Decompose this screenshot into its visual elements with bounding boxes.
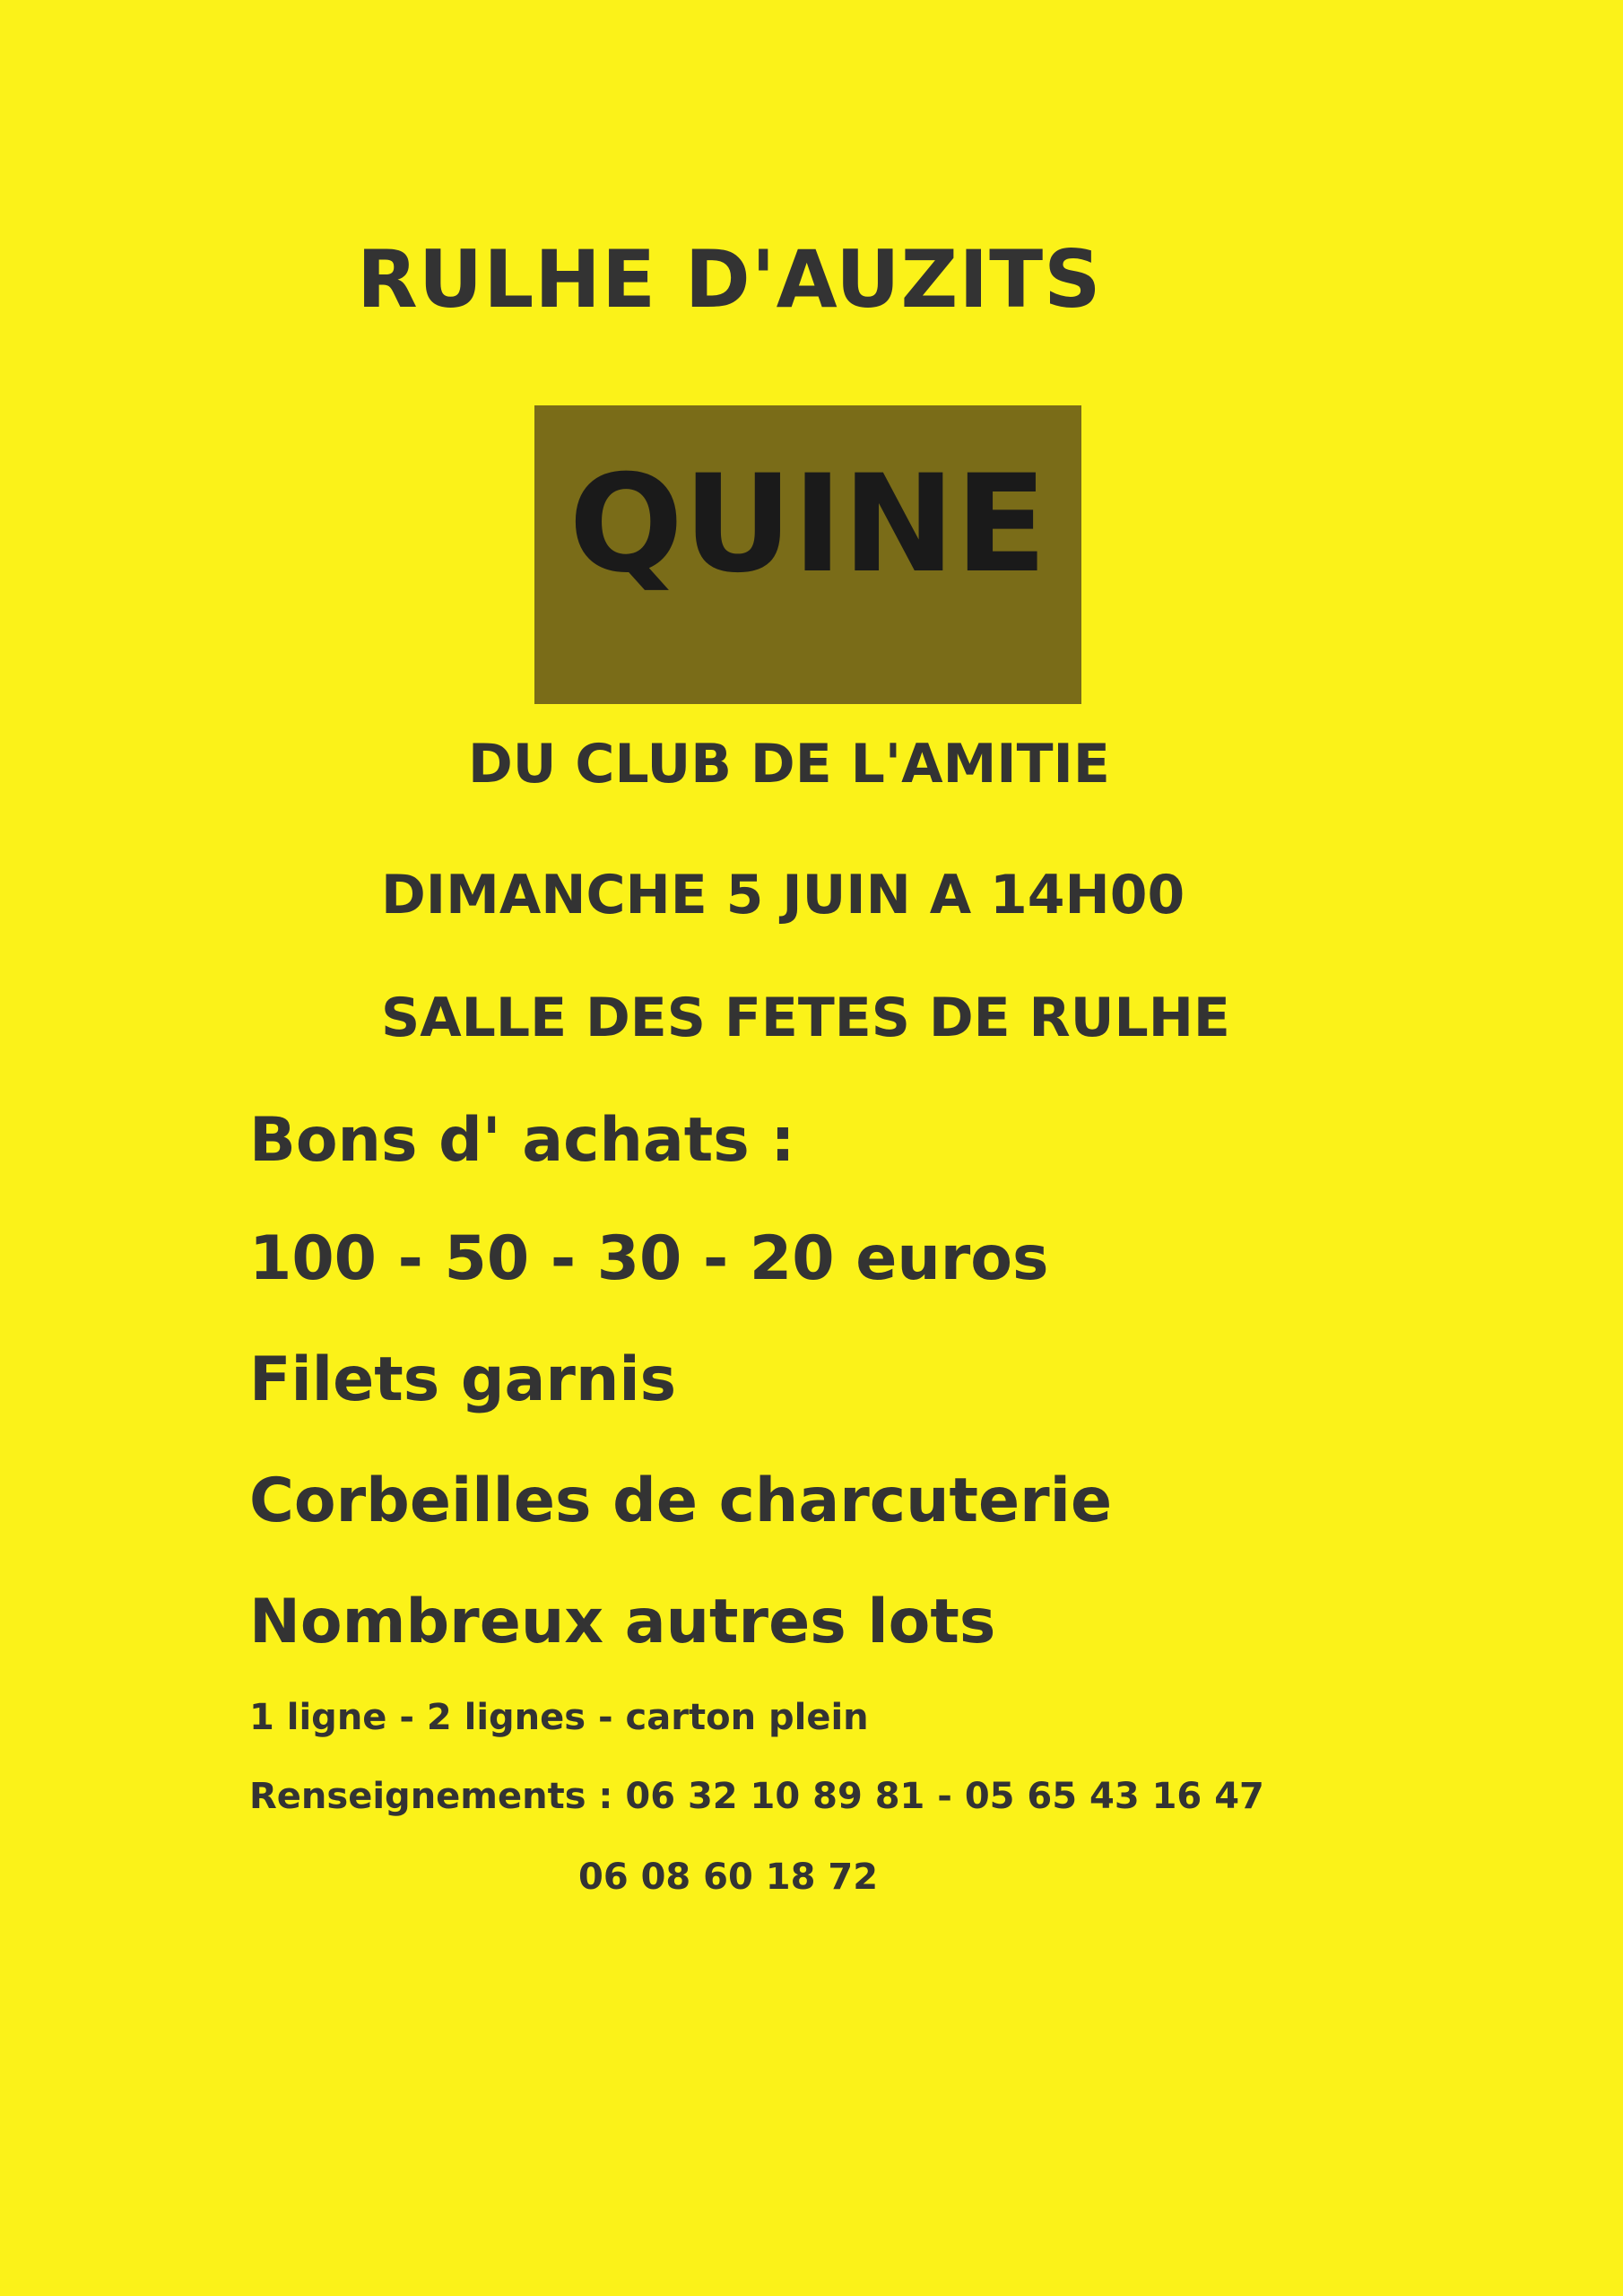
lot-item: Nombreux autres lots xyxy=(249,1587,996,1657)
game-formats: 1 ligne - 2 lignes - carton plein xyxy=(249,1697,869,1738)
event-title: QUINE xyxy=(568,447,1047,603)
date-line: DIMANCHE 5 JUIN A 14H00 xyxy=(381,864,1185,926)
organizer-line: DU CLUB DE L'AMITIE xyxy=(468,733,1110,796)
quine-highlight-box xyxy=(534,405,1081,704)
lot-item: Bons d' achats : xyxy=(249,1105,795,1176)
contact-info: Renseignements : 06 32 10 89 81 - 05 65 43 16 47 xyxy=(249,1776,1264,1817)
lot-item: Filets garnis xyxy=(249,1344,677,1415)
venue-line: SALLE DES FETES DE RULHE xyxy=(381,987,1230,1049)
contact-phone-extra: 06 08 60 18 72 xyxy=(578,1857,879,1898)
lot-item: Corbeilles de charcuterie xyxy=(249,1465,1113,1536)
town-title: RULHE D'AUZITS xyxy=(357,233,1102,326)
lot-item: 100 - 50 - 30 - 20 euros xyxy=(249,1223,1049,1294)
